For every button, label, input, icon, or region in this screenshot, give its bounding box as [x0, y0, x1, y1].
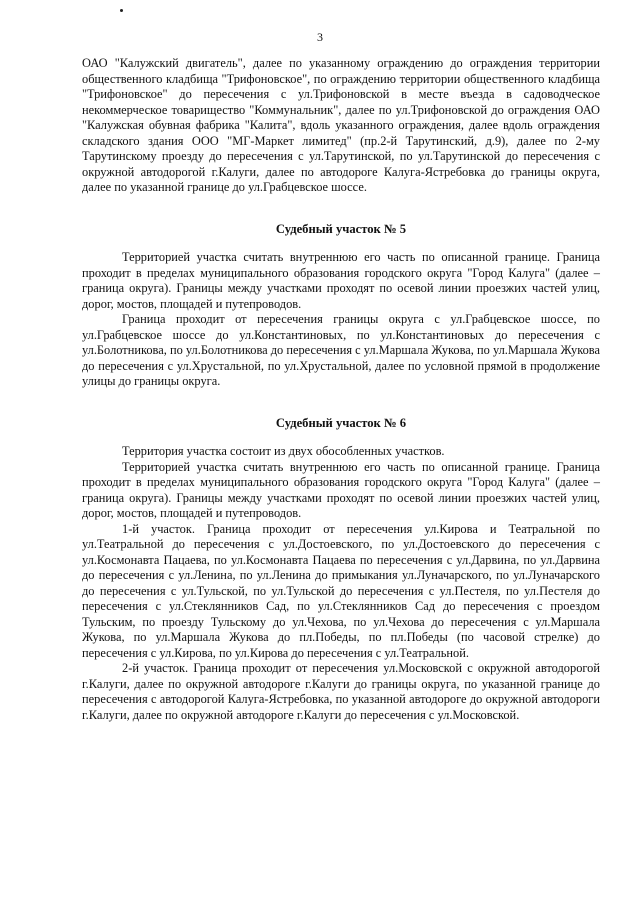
scan-dot-mark	[120, 9, 123, 12]
section-6-paragraph: Территорией участка считать внутреннюю его часть по описанной границе. Граница проходит в пределах муниципального образования городского округа "Город Калуга" (далее – граница округа). Границы между участками проходят по осевой линии проезжих частей улиц, дорог, мостов, площадей и путепроводов.	[82, 459, 600, 520]
intro-paragraph: ОАО "Калужский двигатель", далее по указанному ограждению до ограждения территории общественного кладбища "Трифоновское", по ограждению территории общественного кладбища "Трифоновское" до пересечения с ул.Трифоновской в месте въезда в садоводческое некоммерческое товарищество "Коммунальник", далее по ул.Трифоновской до ограждения ОАО "Калужская обувная фабрика "Калита", вдоль указанного ограждения, далее вдоль ограждения складского здания ООО "МГ-Маркет лимитед" (пр.2-й Тарутинский, д.9), далее по 2-му Тарутинскому проезду до пересечения с ул.Тарутинской, по ул.Тарутинской до пересечения с окружной автодорогой г.Калуги, далее по автодороге Калуга-Ястребовка до границы округа, далее по указанной границе до ул.Грабцевское шоссе.	[82, 56, 600, 194]
section-5-heading: Судебный участок № 5	[275, 221, 407, 236]
document-body	[82, 56, 600, 723]
section-6-paragraph: 1-й участок. Граница проходит от пересечения ул.Кирова и Театральной по ул.Театральной до пересечения с ул.Достоевского, по ул.Достоевского до пересечения с ул.Космонавта Пацаева, по ул.Космонавта Пацаева по пересечения с ул.Дарвина, по ул.Дарвина до пересечения с ул.Ленина, по ул.Ленина до примыкания ул.Луначарского, по ул.Луначарского до пересечения с ул.Тульской, по ул.Тульской до пересечения с ул.Пестеля, по ул.Пестеля до пересечения с ул.Стеклянников Сад, по ул.Стеклянников Сад до пересечения с проездом Тульским, по проезду Тульскому до ул.Чехова, по ул.Чехова до пересечения с ул.Маршала Жукова, по ул.Маршала Жукова до пл.Победы, по пл.Победы (по часовой стрелке) до пересечения с ул.Кирова, по ул.Кирова до пересечения с ул.Театральной.	[82, 521, 600, 660]
section-5-paragraph: Граница проходит от пересечения границы округа с ул.Грабцевское шоссе, по ул.Грабцевское шоссе до ул.Константиновых, по ул.Константиновых до пересечения с ул.Болотникова, по ул.Болотникова до пересечения с ул.Маршала Жукова, по ул.Маршала Жукова до пересечения с ул.Хрустальной, по ул.Хрустальной, далее по условной прямой в продолжение улицы до границы округа.	[82, 312, 600, 388]
section-6-paragraph: 2-й участок. Граница проходит от пересечения ул.Московской с окружной автодорогой г.Калуги, далее по окружной автодороге г.Калуги до границы округа, по указанной границе до пересечения с автодорогой Калуга-Ястребовка, по указанной автодороге до окружной автодороги г.Калуги, далее по окружной автодороге г.Калуги до пересечения с ул.Московской.	[82, 661, 600, 722]
section-6-paragraph: Территория участка состоит из двух обособленных участков.	[122, 444, 445, 458]
page-number: 3	[317, 30, 323, 44]
section-5-paragraph: Территорией участка считать внутреннюю его часть по описанной границе. Граница проходит в пределах муниципального образования городского округа "Город Калуга" (далее – граница округа). Границы между участками проходят по осевой линии проезжих частей улиц, дорог, мостов, площадей и путепроводов.	[82, 250, 600, 311]
section-6-heading: Судебный участок № 6	[275, 415, 407, 430]
